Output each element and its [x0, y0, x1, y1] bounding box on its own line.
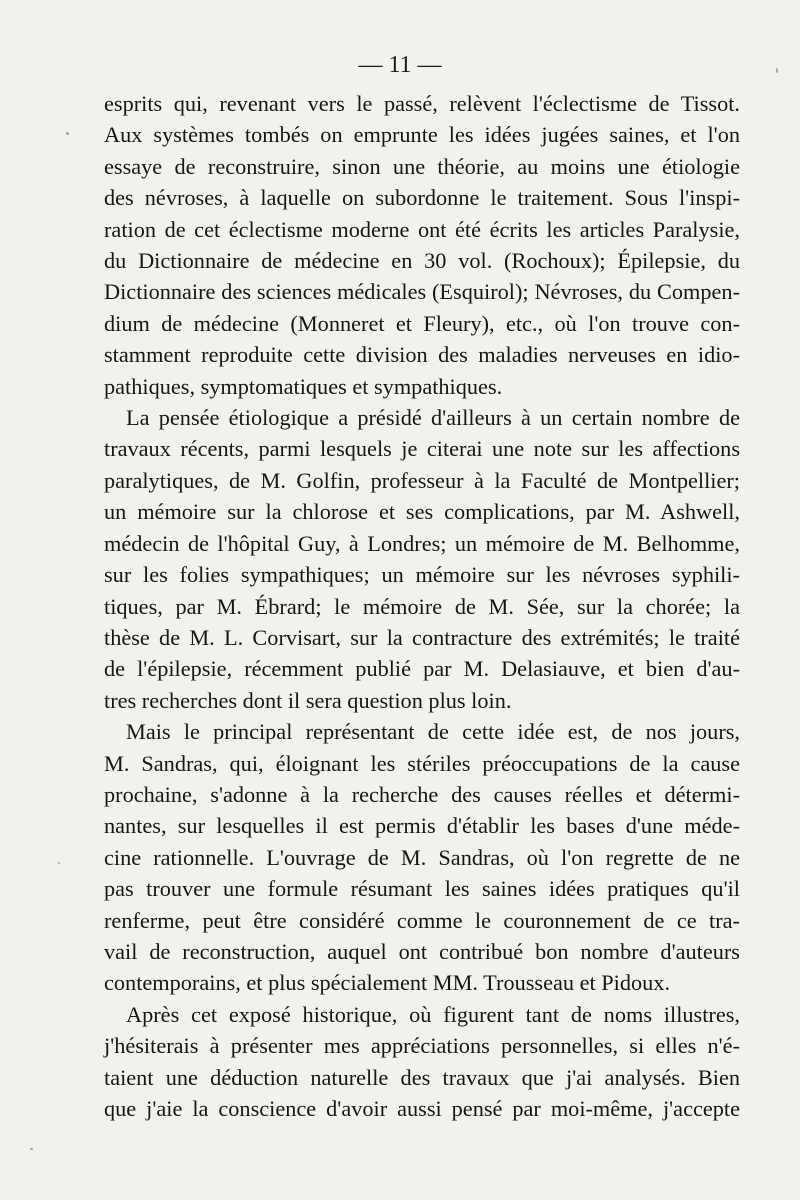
text-line: pas trouver une formule résumant les saines idées pratiques qu'il — [104, 876, 740, 902]
text-line: paralytiques, de M. Golfin, professeur à la Faculté de Montpellier; — [104, 467, 740, 493]
page-number: — 11 — — [358, 52, 442, 78]
text-line: Aux systèmes tombés on emprunte les idées jugées saines, et l'on — [104, 122, 740, 148]
text-line: un mémoire sur la chlorose et ses complications, par M. Ashwell, — [104, 499, 740, 525]
text-line: de l'épilepsie, récemment publié par M. Delasiauve, et bien d'au- — [104, 656, 740, 682]
text-line: que j'aie la conscience d'avoir aussi pensé par moi-même, j'accepte — [104, 1096, 740, 1121]
text-line: cine rationnelle. L'ouvrage de M. Sandras, où l'on regrette de ne — [104, 844, 740, 870]
text-line: des névroses, à laquelle on subordonne le traitement. Sous l'inspi- — [104, 185, 740, 211]
paragraph — [104, 999, 740, 1125]
scan-speck — [66, 132, 69, 135]
text-line: médecin de l'hôpital Guy, à Londres; un mémoire de M. Belhomme, — [104, 530, 740, 556]
paragraph — [104, 88, 740, 402]
text-line: stamment reproduite cette division des maladies nerveuses en idio- — [104, 342, 740, 368]
text-line: travaux récents, parmi lesquels je citerai une note sur les affections — [104, 436, 740, 462]
text-line: thèse de M. L. Corvisart, sur la contracture des extrémités; le traité — [104, 624, 740, 650]
text-line: dium de médecine (Monneret et Fleury), etc., où l'on trouve con- — [104, 310, 740, 336]
scan-speck — [776, 68, 778, 73]
text-line: prochaine, s'adonne à la recherche des causes réelles et détermi- — [104, 781, 740, 807]
body-text — [104, 88, 740, 1124]
text-line: renferme, peut être considéré comme le couronnement de ce tra- — [104, 907, 740, 933]
text-line: du Dictionnaire de médecine en 30 vol. (Rochoux); Épilepsie, du — [104, 248, 740, 274]
scan-speck — [58, 862, 60, 864]
text-line: sur les folies sympathiques; un mémoire sur les névroses syphili- — [104, 562, 740, 588]
text-line: Après cet exposé historique, où figurent tant de noms illustres, — [126, 1001, 740, 1027]
text-line: Mais le principal représentant de cette idée est, de nos jours, — [126, 719, 740, 745]
text-line: La pensée étiologique a présidé d'ailleurs à un certain nombre de — [126, 405, 740, 431]
text-line: ration de cet éclectisme moderne ont été écrits les articles Paralysie, — [104, 216, 740, 242]
text-line: tiques, par M. Ébrard; le mémoire de M. Sée, sur la chorée; la — [104, 593, 740, 619]
text-line: pathiques, symptomatiques et sympathiques. — [104, 373, 503, 399]
text-line: essaye de reconstruire, sinon une théorie, au moins une étiologie — [104, 153, 740, 179]
text-line: tres recherches dont il sera question plus loin. — [104, 687, 512, 713]
paragraph — [104, 402, 740, 716]
text-line: contemporains, et plus spécialement MM. Trousseau et Pidoux. — [104, 970, 671, 996]
text-line: vail de reconstruction, auquel ont contribué bon nombre d'auteurs — [104, 938, 740, 964]
text-line: j'hésiterais à présenter mes appréciations personnelles, si elles n'é- — [104, 1033, 740, 1059]
paragraph — [104, 716, 740, 999]
text-line: M. Sandras, qui, éloignant les stériles préoccupations de la cause — [104, 750, 740, 776]
text-line: esprits qui, revenant vers le passé, relèvent l'éclectisme de Tissot. — [104, 91, 740, 116]
text-line: taient une déduction naturelle des travaux que j'ai analysés. Bien — [104, 1064, 740, 1090]
text-line: Dictionnaire des sciences médicales (Esquirol); Névroses, du Compen- — [104, 279, 740, 305]
scan-speck — [30, 1148, 33, 1150]
text-line: nantes, sur lesquelles il est permis d'établir les bases d'une méde- — [104, 813, 740, 839]
